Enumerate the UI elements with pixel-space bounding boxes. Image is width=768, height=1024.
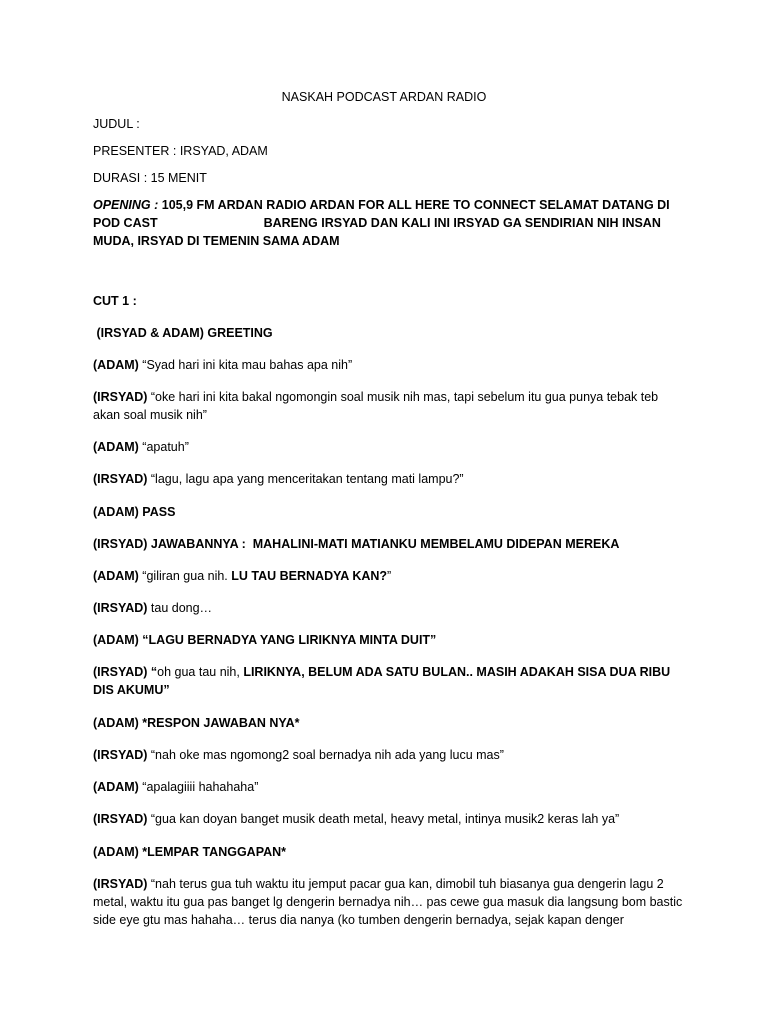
opening-text-2: BARENG IRSYAD DAN KALI INI IRSYAD GA SENDIRIAN NIH INSAN MUDA, IRSYAD DI TEMENIN SAMA ADAM [93, 216, 661, 248]
dialogue-line: (IRSYAD) “gua kan doyan banget musik death metal, heavy metal, intinya musik2 keras lah ya” [93, 812, 620, 826]
opening-text-1: 105,9 FM ARDAN RADIO ARDAN FOR ALL HERE TO CONNECT SELAMAT DATANG DI POD CAST [93, 198, 670, 230]
dialogue-line: (ADAM) “LAGU BERNADYA YANG LIRIKNYA MINTA DUIT” [93, 633, 437, 647]
dialogue-line: (ADAM) “giliran gua nih. LU TAU BERNADYA KAN?” [93, 569, 392, 583]
dialogue-line: (ADAM) *RESPON JAWABAN NYA* [93, 716, 300, 730]
dialogue-line: (ADAM) “apalagiiii hahahaha” [93, 780, 259, 794]
dialogue-line: (ADAM) “Syad hari ini kita mau bahas apa nih” [93, 358, 353, 372]
dialogue-line: (IRSYAD) “oke hari ini kita bakal ngomongin soal musik nih mas, tapi sebelum itu gua punya tebak teb akan soal musik nih” [93, 390, 659, 422]
dialogue-line: (IRSYAD) “lagu, lagu apa yang menceritakan tentang mati lampu?” [93, 472, 464, 486]
durasi-line: DURASI : 15 MENIT [93, 171, 207, 185]
dialogue-line: (IRSYAD) JAWABANNYA : MAHALINI-MATI MATIANKU MEMBELAMU DIDEPAN MEREKA [93, 537, 620, 551]
judul-line: JUDUL : [93, 117, 140, 131]
dialogue-line: (IRSYAD) “oh gua tau nih, LIRIKNYA, BELUM ADA SATU BULAN.. MASIH ADAKAH SISA DUA RIBU DIS AKUMU” [93, 665, 671, 697]
document-title: NASKAH PODCAST ARDAN RADIO [281, 90, 487, 104]
dialogue-line: (IRSYAD) tau dong… [93, 601, 213, 615]
opening-paragraph [93, 196, 683, 250]
dialogue-line: (ADAM) “apatuh” [93, 440, 189, 454]
dialogue-line: (ADAM) PASS [93, 505, 176, 519]
dialogue-line: (IRSYAD) “nah terus gua tuh waktu itu jemput pacar gua kan, dimobil tuh biasanya gua dengerin lagu 2 metal, waktu itu gua pas banget lg dengerin bernadya nih… pas cewe gua masuk dia langsung bom bastic side eye gtu mas hahaha… terus dia nanya (ko tumben dengerin bernadya, sejak kapan denger [93, 877, 683, 927]
dialogue-line: (ADAM) *LEMPAR TANGGAPAN* [93, 845, 287, 859]
greeting-line: (IRSYAD & ADAM) GREETING [93, 326, 273, 340]
opening-label: OPENING : [93, 198, 159, 212]
presenter-line: PRESENTER : IRSYAD, ADAM [93, 144, 268, 158]
cut-heading: CUT 1 : [93, 294, 137, 308]
dialogue-line: (IRSYAD) “nah oke mas ngomong2 soal bernadya nih ada yang lucu mas” [93, 748, 504, 762]
